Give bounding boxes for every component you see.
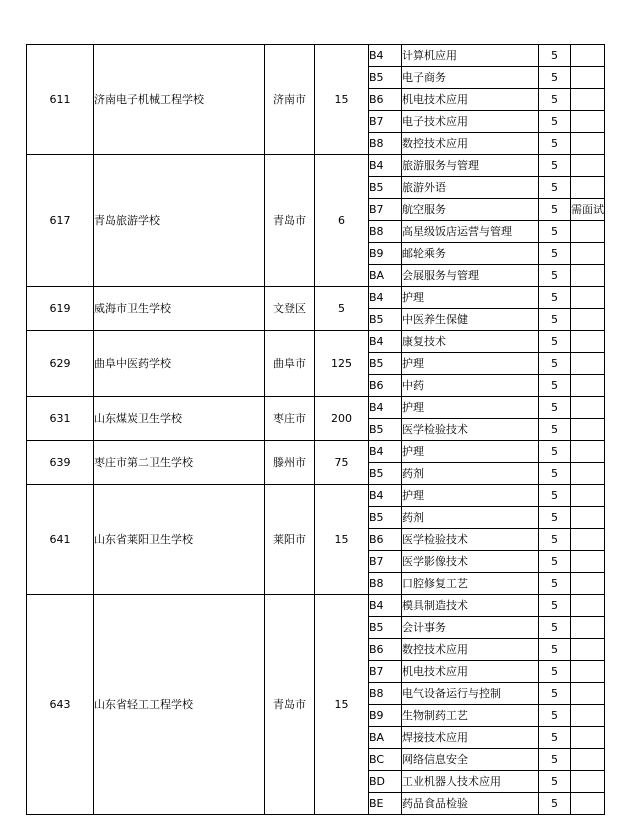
major-name-cell: 网络信息安全: [402, 749, 539, 771]
major-code-cell: B6: [369, 89, 402, 111]
remark-cell: [571, 375, 605, 397]
table-row: [27, 155, 605, 177]
school-code-cell: 611: [27, 45, 94, 155]
remark-cell: [571, 287, 605, 309]
major-code-cell: B5: [369, 309, 402, 331]
enrollment-plan-cell: 75: [315, 441, 369, 485]
major-name-cell: 中医养生保健: [402, 309, 539, 331]
study-years-cell: 5: [539, 177, 571, 199]
remark-cell: [571, 111, 605, 133]
remark-cell: [571, 353, 605, 375]
study-years-cell: 5: [539, 573, 571, 595]
major-code-cell: B9: [369, 243, 402, 265]
study-years-cell: 5: [539, 199, 571, 221]
study-years-cell: 5: [539, 265, 571, 287]
school-code-cell: 617: [27, 155, 94, 287]
major-name-cell: 护理: [402, 441, 539, 463]
enrollment-plan-cell: 125: [315, 331, 369, 397]
school-city-cell: 青岛市: [265, 155, 315, 287]
study-years-cell: 5: [539, 771, 571, 793]
remark-cell: [571, 463, 605, 485]
major-code-cell: B5: [369, 67, 402, 89]
remark-cell: [571, 221, 605, 243]
major-code-cell: B4: [369, 397, 402, 419]
major-code-cell: B4: [369, 485, 402, 507]
school-name-cell: 山东煤炭卫生学校: [94, 397, 265, 441]
major-code-cell: B4: [369, 441, 402, 463]
major-name-cell: 护理: [402, 397, 539, 419]
enrollment-plan-cell: 6: [315, 155, 369, 287]
major-code-cell: B6: [369, 529, 402, 551]
major-name-cell: 医学检验技术: [402, 529, 539, 551]
study-years-cell: 5: [539, 595, 571, 617]
school-code-cell: 619: [27, 287, 94, 331]
remark-cell: [571, 793, 605, 815]
major-name-cell: 航空服务: [402, 199, 539, 221]
study-years-cell: 5: [539, 507, 571, 529]
school-name-cell: 山东省轻工工程学校: [94, 595, 265, 815]
study-years-cell: 5: [539, 551, 571, 573]
table-row: [27, 595, 605, 617]
study-years-cell: 5: [539, 111, 571, 133]
table-row: [27, 287, 605, 309]
remark-cell: [571, 133, 605, 155]
remark-cell: [571, 177, 605, 199]
remark-cell: [571, 529, 605, 551]
school-name-cell: 山东省莱阳卫生学校: [94, 485, 265, 595]
school-city-cell: 莱阳市: [265, 485, 315, 595]
remark-cell: [571, 661, 605, 683]
remark-cell: [571, 551, 605, 573]
remark-cell: [571, 309, 605, 331]
study-years-cell: 5: [539, 45, 571, 67]
major-name-cell: 生物制药工艺: [402, 705, 539, 727]
study-years-cell: 5: [539, 375, 571, 397]
major-code-cell: B4: [369, 155, 402, 177]
remark-cell: [571, 573, 605, 595]
major-name-cell: 护理: [402, 353, 539, 375]
school-name-cell: 曲阜中医药学校: [94, 331, 265, 397]
major-name-cell: 药剂: [402, 507, 539, 529]
remark-cell: [571, 595, 605, 617]
school-city-cell: 济南市: [265, 45, 315, 155]
major-code-cell: B6: [369, 639, 402, 661]
major-name-cell: 药品食品检验: [402, 793, 539, 815]
major-name-cell: 会计事务: [402, 617, 539, 639]
study-years-cell: 5: [539, 221, 571, 243]
major-name-cell: 会展服务与管理: [402, 265, 539, 287]
remark-cell: [571, 419, 605, 441]
remark-cell: [571, 705, 605, 727]
table-row: [27, 441, 605, 463]
major-name-cell: 数控技术应用: [402, 133, 539, 155]
enrollment-plan-cell: 5: [315, 287, 369, 331]
major-name-cell: 电子技术应用: [402, 111, 539, 133]
study-years-cell: 5: [539, 89, 571, 111]
remark-cell: [571, 683, 605, 705]
remark-cell: [571, 507, 605, 529]
major-name-cell: 电气设备运行与控制: [402, 683, 539, 705]
study-years-cell: 5: [539, 727, 571, 749]
study-years-cell: 5: [539, 441, 571, 463]
major-code-cell: BC: [369, 749, 402, 771]
major-name-cell: 旅游外语: [402, 177, 539, 199]
major-name-cell: 药剂: [402, 463, 539, 485]
major-code-cell: B6: [369, 375, 402, 397]
major-code-cell: B7: [369, 199, 402, 221]
major-name-cell: 高星级饭店运营与管理: [402, 221, 539, 243]
school-name-cell: 青岛旅游学校: [94, 155, 265, 287]
table-row: [27, 331, 605, 353]
school-code-cell: 631: [27, 397, 94, 441]
study-years-cell: 5: [539, 331, 571, 353]
remark-cell: [571, 727, 605, 749]
major-code-cell: B8: [369, 683, 402, 705]
study-years-cell: 5: [539, 309, 571, 331]
school-city-cell: 文登区: [265, 287, 315, 331]
major-code-cell: B4: [369, 287, 402, 309]
remark-cell: [571, 771, 605, 793]
enrollment-plan-cell: 15: [315, 595, 369, 815]
major-name-cell: 焊接技术应用: [402, 727, 539, 749]
remark-cell: [571, 617, 605, 639]
major-name-cell: 康复技术: [402, 331, 539, 353]
remark-cell: [571, 265, 605, 287]
major-code-cell: B8: [369, 133, 402, 155]
study-years-cell: 5: [539, 705, 571, 727]
school-city-cell: 青岛市: [265, 595, 315, 815]
school-code-cell: 639: [27, 441, 94, 485]
enrollment-plan-cell: 200: [315, 397, 369, 441]
remark-cell: [571, 639, 605, 661]
remark-cell: [571, 45, 605, 67]
major-name-cell: 口腔修复工艺: [402, 573, 539, 595]
major-code-cell: B5: [369, 419, 402, 441]
major-name-cell: 护理: [402, 485, 539, 507]
school-name-cell: 威海市卫生学校: [94, 287, 265, 331]
study-years-cell: 5: [539, 749, 571, 771]
study-years-cell: 5: [539, 793, 571, 815]
major-code-cell: B7: [369, 111, 402, 133]
school-code-cell: 641: [27, 485, 94, 595]
major-code-cell: BD: [369, 771, 402, 793]
major-name-cell: 旅游服务与管理: [402, 155, 539, 177]
remark-cell: [571, 749, 605, 771]
study-years-cell: 5: [539, 155, 571, 177]
major-code-cell: B8: [369, 573, 402, 595]
major-name-cell: 邮轮乘务: [402, 243, 539, 265]
major-code-cell: B4: [369, 45, 402, 67]
major-code-cell: B4: [369, 331, 402, 353]
remark-cell: [571, 397, 605, 419]
school-name-cell: 枣庄市第二卫生学校: [94, 441, 265, 485]
study-years-cell: 5: [539, 67, 571, 89]
study-years-cell: 5: [539, 661, 571, 683]
remark-cell: [571, 67, 605, 89]
study-years-cell: 5: [539, 287, 571, 309]
remark-cell: [571, 331, 605, 353]
enrollment-plan-cell: 15: [315, 485, 369, 595]
major-code-cell: B5: [369, 507, 402, 529]
school-name-cell: 济南电子机械工程学校: [94, 45, 265, 155]
major-code-cell: BA: [369, 265, 402, 287]
study-years-cell: 5: [539, 683, 571, 705]
major-name-cell: 机电技术应用: [402, 661, 539, 683]
major-name-cell: 护理: [402, 287, 539, 309]
major-code-cell: BA: [369, 727, 402, 749]
major-name-cell: 中药: [402, 375, 539, 397]
major-name-cell: 数控技术应用: [402, 639, 539, 661]
table-body: [27, 45, 605, 815]
school-code-cell: 629: [27, 331, 94, 397]
major-code-cell: B8: [369, 221, 402, 243]
major-name-cell: 电子商务: [402, 67, 539, 89]
remark-cell: [571, 243, 605, 265]
major-name-cell: 机电技术应用: [402, 89, 539, 111]
major-name-cell: 医学检验技术: [402, 419, 539, 441]
study-years-cell: 5: [539, 397, 571, 419]
study-years-cell: 5: [539, 243, 571, 265]
school-city-cell: 滕州市: [265, 441, 315, 485]
remark-cell: [571, 441, 605, 463]
major-name-cell: 模具制造技术: [402, 595, 539, 617]
school-city-cell: 曲阜市: [265, 331, 315, 397]
study-years-cell: 5: [539, 639, 571, 661]
study-years-cell: 5: [539, 353, 571, 375]
table-row: [27, 485, 605, 507]
document-page: [26, 44, 605, 815]
major-code-cell: B5: [369, 463, 402, 485]
table-row: [27, 45, 605, 67]
study-years-cell: 5: [539, 463, 571, 485]
school-code-cell: 643: [27, 595, 94, 815]
major-name-cell: 医学影像技术: [402, 551, 539, 573]
study-years-cell: 5: [539, 419, 571, 441]
study-years-cell: 5: [539, 133, 571, 155]
major-code-cell: B4: [369, 595, 402, 617]
major-code-cell: BE: [369, 793, 402, 815]
major-name-cell: 工业机器人技术应用: [402, 771, 539, 793]
major-name-cell: 计算机应用: [402, 45, 539, 67]
remark-cell: [571, 485, 605, 507]
study-years-cell: 5: [539, 485, 571, 507]
enrollment-plan-cell: 15: [315, 45, 369, 155]
major-code-cell: B5: [369, 617, 402, 639]
study-years-cell: 5: [539, 529, 571, 551]
table-row: [27, 397, 605, 419]
admissions-table: [26, 44, 605, 815]
study-years-cell: 5: [539, 617, 571, 639]
remark-cell: [571, 89, 605, 111]
school-city-cell: 枣庄市: [265, 397, 315, 441]
remark-cell: [571, 155, 605, 177]
major-code-cell: B5: [369, 353, 402, 375]
major-code-cell: B5: [369, 177, 402, 199]
major-code-cell: B9: [369, 705, 402, 727]
remark-cell: 需面试: [571, 199, 605, 221]
major-code-cell: B7: [369, 661, 402, 683]
major-code-cell: B7: [369, 551, 402, 573]
